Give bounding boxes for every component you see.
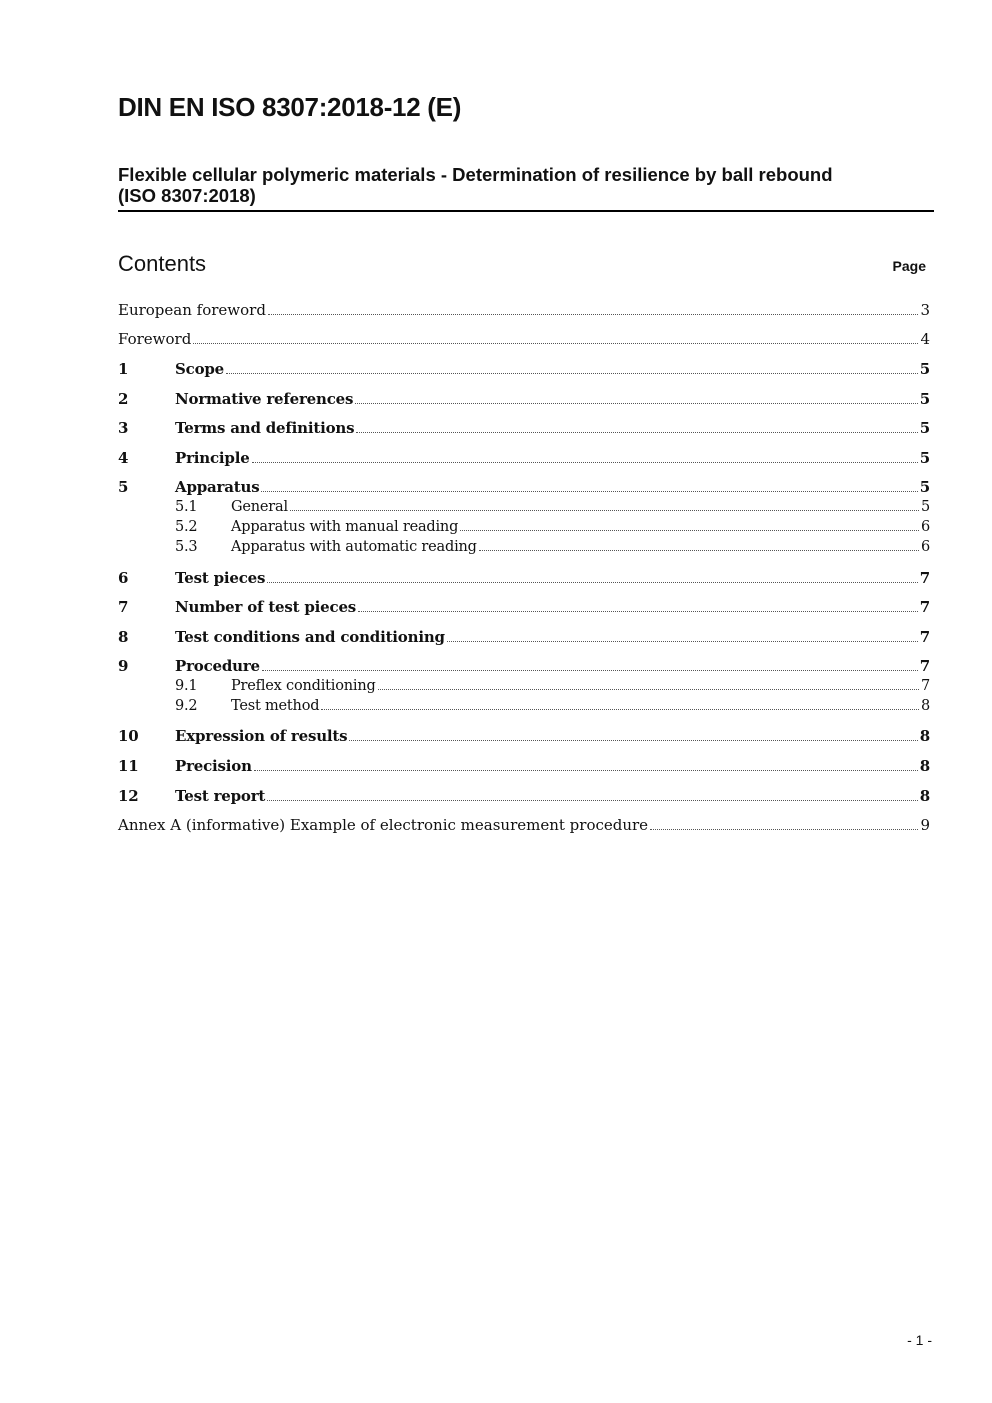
heading-divider xyxy=(118,210,934,212)
toc-entry-number: 8 xyxy=(118,628,129,646)
toc-entry-foreword[interactable] xyxy=(118,330,930,350)
toc-entry-number: 3 xyxy=(118,419,129,437)
toc-entry-title: Normative references xyxy=(175,390,354,408)
subtitle-line-1: Flexible cellular polymeric materials - Determination of resilience by ball rebound xyxy=(118,164,833,185)
toc-entry-page: 7 xyxy=(919,657,930,675)
toc-entry-apparatus-manual-reading[interactable] xyxy=(118,519,930,539)
toc-entry-page: 7 xyxy=(919,569,930,587)
toc-entry-title: Test method xyxy=(231,698,320,714)
toc-entry-page: 4 xyxy=(920,330,930,348)
toc-entry-title: European foreword xyxy=(118,301,266,319)
toc-entry-number: 2 xyxy=(118,390,129,408)
toc-entry-test-method[interactable] xyxy=(118,698,930,718)
toc-entry-page: 8 xyxy=(920,698,930,714)
toc-entry-number: 12 xyxy=(118,787,139,805)
toc-entry-page: 5 xyxy=(920,499,930,515)
toc-entry-normative-references[interactable] xyxy=(118,390,930,410)
document-subtitle xyxy=(118,164,933,206)
page-number: - 1 - xyxy=(907,1332,932,1348)
toc-entry-title: Test pieces xyxy=(175,569,266,587)
toc-leader-dots xyxy=(252,462,918,463)
toc-entry-page: 5 xyxy=(919,360,930,378)
toc-entry-title: Number of test pieces xyxy=(175,598,357,616)
toc-entry-number: 5 xyxy=(118,478,129,496)
toc-entry-title: Terms and definitions xyxy=(175,419,355,437)
toc-entry-european-foreword[interactable] xyxy=(118,301,930,321)
toc-entry-apparatus[interactable] xyxy=(118,478,930,498)
toc-entry-number: 4 xyxy=(118,449,129,467)
toc-entry-terms-and-definitions[interactable] xyxy=(118,419,930,439)
toc-entry-title: Apparatus xyxy=(175,478,260,496)
toc-entry-expression-of-results[interactable] xyxy=(118,727,930,747)
toc-entry-number: 5.1 xyxy=(175,499,198,515)
toc-entry-title: General xyxy=(231,499,288,515)
toc-leader-dots xyxy=(378,689,919,690)
toc-entry-title: Preflex conditioning xyxy=(231,678,376,694)
page-column-label: Page xyxy=(892,258,926,274)
toc-entry-number: 7 xyxy=(118,598,129,616)
toc-entry-number: 10 xyxy=(118,727,139,745)
toc-entry-procedure[interactable] xyxy=(118,657,930,677)
toc-leader-dots xyxy=(261,491,917,492)
toc-leader-dots xyxy=(650,829,918,830)
toc-leader-dots xyxy=(349,740,917,741)
subtitle-line-2: (ISO 8307:2018) xyxy=(118,185,256,206)
toc-entry-number: 5.3 xyxy=(175,539,198,555)
toc-entry-page: 8 xyxy=(919,787,930,805)
toc-entry-title: Annex A (informative) Example of electronic measurement procedure xyxy=(118,816,649,834)
toc-entry-title: Expression of results xyxy=(175,727,348,745)
toc-leader-dots xyxy=(321,709,919,710)
toc-entry-test-conditions[interactable] xyxy=(118,628,930,648)
toc-entry-apparatus-automatic-reading[interactable] xyxy=(118,539,930,559)
toc-entry-title: Foreword xyxy=(118,330,192,348)
toc-entry-page: 8 xyxy=(919,727,930,745)
toc-entry-annex-a[interactable] xyxy=(118,816,930,836)
toc-entry-page: 3 xyxy=(920,301,930,319)
toc-leader-dots xyxy=(479,550,919,551)
toc-entry-number: 5.2 xyxy=(175,519,198,535)
toc-leader-dots xyxy=(447,641,918,642)
toc-entry-title: Test report xyxy=(175,787,266,805)
toc-entry-page: 7 xyxy=(919,598,930,616)
toc-entry-title: Test conditions and conditioning xyxy=(175,628,445,646)
toc-entry-title: Apparatus with automatic reading xyxy=(231,539,477,555)
toc-entry-number: 1 xyxy=(118,360,129,378)
toc-entry-page: 8 xyxy=(919,757,930,775)
toc-entry-page: 6 xyxy=(920,519,930,535)
toc-entry-number: 9.1 xyxy=(175,678,198,694)
toc-entry-number: 9 xyxy=(118,657,129,675)
toc-leader-dots xyxy=(268,314,919,315)
toc-entry-page: 5 xyxy=(919,390,930,408)
toc-entry-test-report[interactable] xyxy=(118,787,930,807)
toc-entry-page: 5 xyxy=(919,449,930,467)
toc-leader-dots xyxy=(267,800,918,801)
toc-entry-principle[interactable] xyxy=(118,449,930,469)
toc-entry-title: Procedure xyxy=(175,657,260,675)
toc-entry-number: 9.2 xyxy=(175,698,198,714)
toc-entry-number: 11 xyxy=(118,757,139,775)
toc-entry-page: 6 xyxy=(920,539,930,555)
toc-entry-title: Apparatus with manual reading xyxy=(231,519,459,535)
toc-leader-dots xyxy=(193,343,918,344)
toc-entry-title: Scope xyxy=(175,360,225,378)
toc-entry-page: 7 xyxy=(919,628,930,646)
toc-entry-page: 9 xyxy=(920,816,930,834)
toc-entry-general[interactable] xyxy=(118,499,930,519)
toc-leader-dots xyxy=(460,530,919,531)
toc-leader-dots xyxy=(355,403,918,404)
toc-entry-test-pieces[interactable] xyxy=(118,569,930,589)
toc-leader-dots xyxy=(254,770,918,771)
toc-entry-scope[interactable] xyxy=(118,360,930,380)
toc-entry-page: 5 xyxy=(919,478,930,496)
toc-entry-title: Precision xyxy=(175,757,252,775)
toc-entry-number: 6 xyxy=(118,569,129,587)
toc-entry-precision[interactable] xyxy=(118,757,930,777)
toc-leader-dots xyxy=(262,670,918,671)
toc-leader-dots xyxy=(290,510,919,511)
toc-entry-page: 5 xyxy=(919,419,930,437)
toc-leader-dots xyxy=(356,432,917,433)
toc-leader-dots xyxy=(267,582,918,583)
toc-entry-title: Principle xyxy=(175,449,250,467)
contents-heading: Contents xyxy=(118,251,207,276)
toc-entry-number-of-test-pieces[interactable] xyxy=(118,598,930,618)
document-id-heading: DIN EN ISO 8307:2018-12 (E) xyxy=(118,92,462,122)
toc-entry-preflex-conditioning[interactable] xyxy=(118,678,930,698)
toc-leader-dots xyxy=(358,611,918,612)
toc-leader-dots xyxy=(226,373,918,374)
toc-entry-page: 7 xyxy=(920,678,930,694)
